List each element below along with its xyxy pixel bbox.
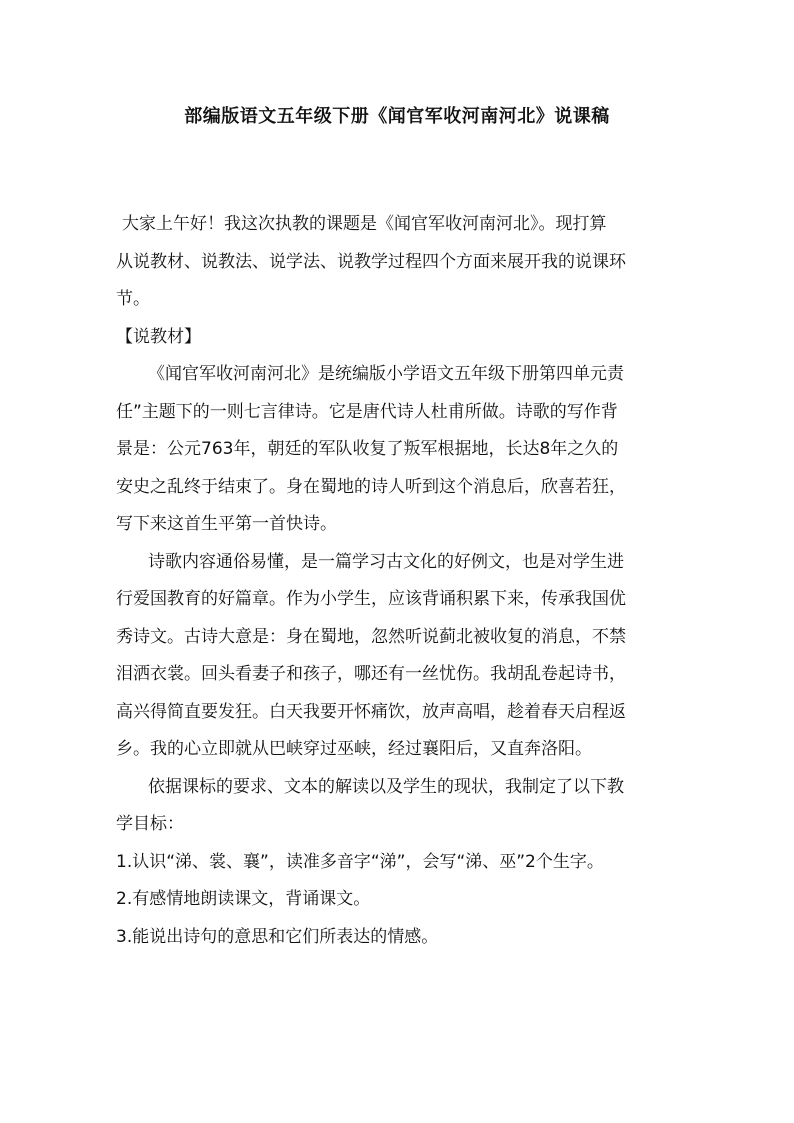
text-line: 安史之乱终于结束了。身在蜀地的诗人听到这个消息后，欣喜若狂，: [116, 476, 626, 497]
text-line: 秀诗文。古诗大意是：身在蜀地，忽然听说蓟北被收复的消息，不禁: [116, 626, 626, 647]
text-line: 行爱国教育的好篇章。作为小学生，应该背诵积累下来，传承我国优: [116, 589, 626, 609]
text-line: 《闻官军收河南河北》是统编版小学语文五年级下册第四单元责: [148, 364, 624, 384]
text-line: 节。: [116, 289, 150, 309]
text-line: 任”主题下的一则七言律诗。它是唐代诗人杜甫所做。诗歌的写作背: [116, 401, 618, 422]
section-heading: 【说教材】: [116, 326, 201, 347]
text-line: 诗歌内容通俗易懂，是一篇学习古文化的好例文，也是对学生进: [148, 551, 624, 572]
list-item: 3.能说出诗句的意思和它们所表达的情感。: [116, 926, 439, 947]
text-line: 写下来这首生平第一首快诗。: [116, 514, 337, 534]
list-item: 1.认识“涕、裳、襄”，读准多音字“涕”，会写“涕、巫”2个生字。: [116, 851, 604, 872]
text-line: 从说教材、说教法、说学法、说教学过程四个方面来展开我的说课环: [116, 251, 626, 272]
text-line: 依据课标的要求、文本的解读以及学生的现状，我制定了以下教: [148, 776, 624, 797]
document-title: 部编版语文五年级下册《闻官军收河南河北》说课稿: [184, 106, 610, 127]
text-line: 泪洒衣裳。回头看妻子和孩子，哪还有一丝忧伤。我胡乱卷起诗书，: [116, 664, 626, 684]
text-line: 乡。我的心立即就从巴峡穿过巫峡，经过襄阳后，又直奔洛阳。: [116, 739, 592, 759]
text-line: 高兴得简直要发狂。白天我要开怀痛饮，放声高唱，趁着春天启程返: [116, 701, 626, 722]
text-line: 景是：公元763年，朝廷的军队收复了叛军根据地，长达8年之久的: [116, 439, 619, 459]
text-line: 大家上午好！我这次执教的课题是《闻官军收河南河北》。现打算: [122, 214, 607, 234]
document-body: [116, 206, 682, 956]
list-item: 2.有感情地朗读课文，背诵课文。: [116, 889, 371, 909]
text-line: 学目标：: [116, 814, 184, 834]
